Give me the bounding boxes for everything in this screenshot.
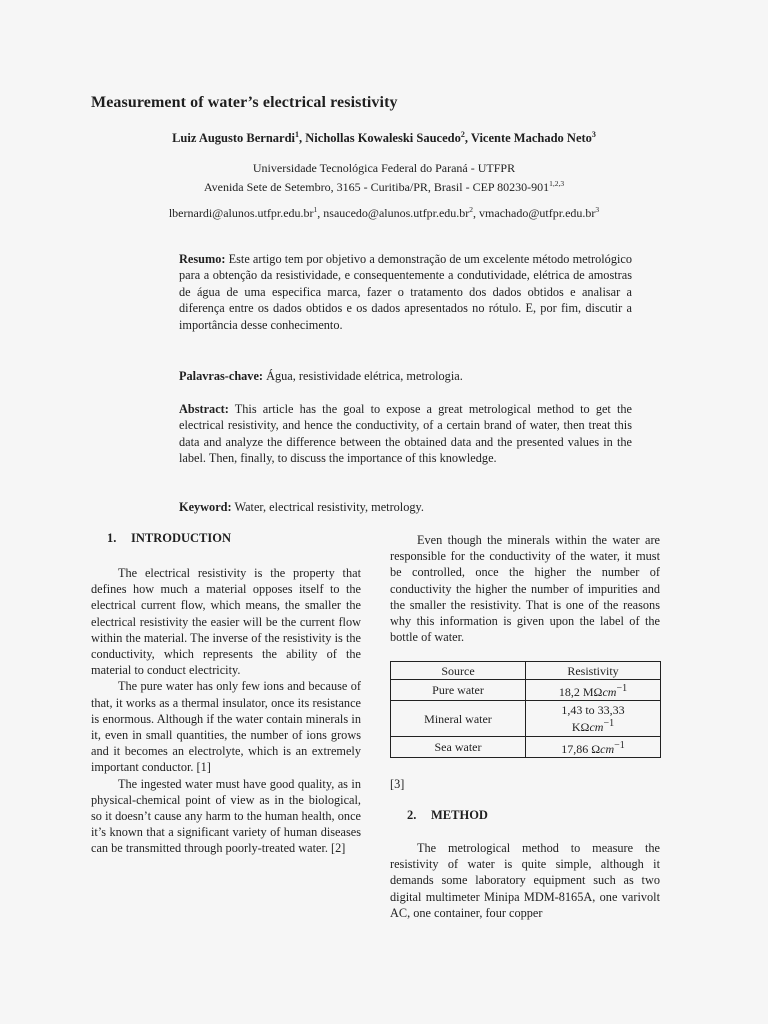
affiliation-address [0, 176, 768, 195]
palavras-chave-text: Água, resistividade elétrica, metrologia. [263, 369, 463, 383]
abstract-text: This article has the goal to expose a great metrological method to get the electrical resistivity, and hence the conductivity, of a certain brand of water, then treat this data and analyze the difference between the obtained data and the presented values in the label. Then, finally, to discuss the importance of this knowledge. [179, 402, 632, 466]
abstract-block [179, 401, 632, 467]
email-list [0, 205, 768, 221]
table-cell-resistivity [526, 701, 661, 737]
author-name: Vicente Machado Neto [470, 131, 592, 146]
section-heading-introduction [107, 531, 231, 546]
table-cell-source: Mineral water [391, 701, 526, 737]
method-paragraph: The metrological method to measure the resistivity of water is quite simple, although it demands some laboratory equipment such as two digital multimeter Minipa MDM-8165A, one varivolt AC, one container, four copper [390, 841, 660, 920]
affiliation-address-mark: 1,2,3 [549, 179, 565, 188]
table-cell-resistivity [526, 737, 661, 758]
resumo-label: Resumo: [179, 252, 226, 266]
author-affiliation-mark: 2 [460, 130, 465, 139]
resumo-text: Este artigo tem por objetivo a demonstração de um excelente método metrológico para a obtenção da resistividade, e consequentemente a condutividade, elétrica de amostras de água de uma especifica marca, fazer o tratamento dos dados obtidos e analisar a diferença entre os dados obtidos e os dados apresentados no rótulo. E, por fim, discutir a importância desse conhecimento. [179, 252, 632, 332]
resistivity-unit: cm [600, 741, 615, 756]
resistivity-exponent: −1 [616, 682, 628, 694]
keyword-block [179, 499, 632, 515]
author-affiliation-mark: 1 [295, 130, 300, 139]
email-mark: 2 [469, 205, 474, 214]
right-column-text [390, 532, 660, 645]
body-paragraph: Even though the minerals within the water are responsible for the conductivity of the water, it must be controlled, once the higher the number of conductivity the higher the number of impurities and the smaller the resistivity. That is one of the reasons why this information is given upon the label of the bottle of water. [390, 533, 660, 645]
keyword-text: Water, electrical resistivity, metrology. [231, 500, 424, 514]
table-header-cell: Source [391, 662, 526, 680]
author-name: Nichollas Kowaleski Saucedo [305, 131, 461, 146]
keyword-label: Keyword: [179, 500, 232, 514]
resistivity-exponent: −1 [603, 718, 615, 729]
paper-title: Measurement of water’s electrical resistivity [91, 94, 398, 111]
table-reference: [3] [390, 777, 405, 791]
table-row [391, 680, 661, 701]
section-title: INTRODUCTION [131, 531, 232, 545]
table-row [391, 737, 661, 758]
email-separator: , [317, 206, 324, 220]
abstract-label: Abstract: [179, 402, 229, 416]
table-row [391, 701, 661, 737]
email-separator: , [473, 206, 480, 220]
resistivity-unit: cm [589, 720, 604, 734]
table-cell-source: Pure water [391, 680, 526, 701]
intro-paragraph: The electrical resistivity is the property that defines how much a material opposes itself to the electrical current flow, which means, the smaller the electrical resistivity the easier will be the current flow within the material. The inverse of the resistivity is the conductivity, which represents the ability of the material to conduct electricity. [91, 566, 361, 678]
email-mark: 1 [313, 205, 318, 214]
resistivity-value: 1,43 to 33,33 [561, 703, 625, 717]
email-mark: 3 [595, 205, 600, 214]
resistivity-exponent: −1 [614, 739, 625, 751]
email-link[interactable]: lbernardi@alunos.utfpr.edu.br [168, 206, 314, 220]
author-separator: , [464, 131, 468, 146]
email-link[interactable]: nsaucedo@alunos.utfpr.edu.br [323, 206, 470, 220]
method-column-text [390, 840, 660, 921]
intro-paragraph: The pure water has only few ions and because of that, it works as a thermal insulator, once its resistance is enormous. Although if the water contain minerals in it, even in small quantities, the number of ions grows and it becomes an electrolyte, which is an extremely important conductor. [1] [91, 679, 361, 775]
section-heading-method [407, 808, 488, 823]
section-number: 2. [407, 808, 417, 822]
palavras-chave-label: Palavras-chave: [179, 369, 264, 383]
affiliation [0, 161, 768, 195]
table-cell-source: Sea water [391, 737, 526, 758]
left-column-text [91, 565, 361, 857]
resistivity-value: 17,86 Ω [561, 741, 601, 756]
intro-paragraph: The ingested water must have good quality, as in physical-chemical point of view as in the biological, so it doesn’t cause any harm to the human health, once it’s known that a significant variety of human diseases can be transmitted through poorly-treated water. [2] [91, 776, 361, 856]
resistivity-value: 18,2 MΩ [558, 684, 603, 699]
table-header-row [391, 662, 661, 680]
resistivity-unit: cm [602, 684, 617, 699]
resistivity-table [390, 661, 661, 758]
email-link[interactable]: vmachado@utfpr.edu.br [479, 206, 596, 220]
palavras-chave-block [179, 368, 632, 384]
author-name: Luiz Augusto Bernardi [172, 131, 296, 146]
author-separator: , [299, 131, 303, 146]
affiliation-address-text: Avenida Sete de Setembro, 3165 - Curitiba/PR, Brasil - CEP 80230-901 [203, 180, 550, 194]
section-number: 1. [107, 531, 117, 545]
resistivity-prefix: KΩ [571, 720, 590, 734]
resumo-block [179, 251, 632, 333]
author-list [0, 130, 768, 146]
table-cell-resistivity [526, 680, 661, 701]
section-title: METHOD [431, 808, 488, 822]
table-header-cell: Resistivity [526, 662, 661, 680]
affiliation-institution: Universidade Tecnológica Federal do Paraná - UTFPR [252, 161, 516, 175]
author-affiliation-mark: 3 [591, 130, 596, 139]
